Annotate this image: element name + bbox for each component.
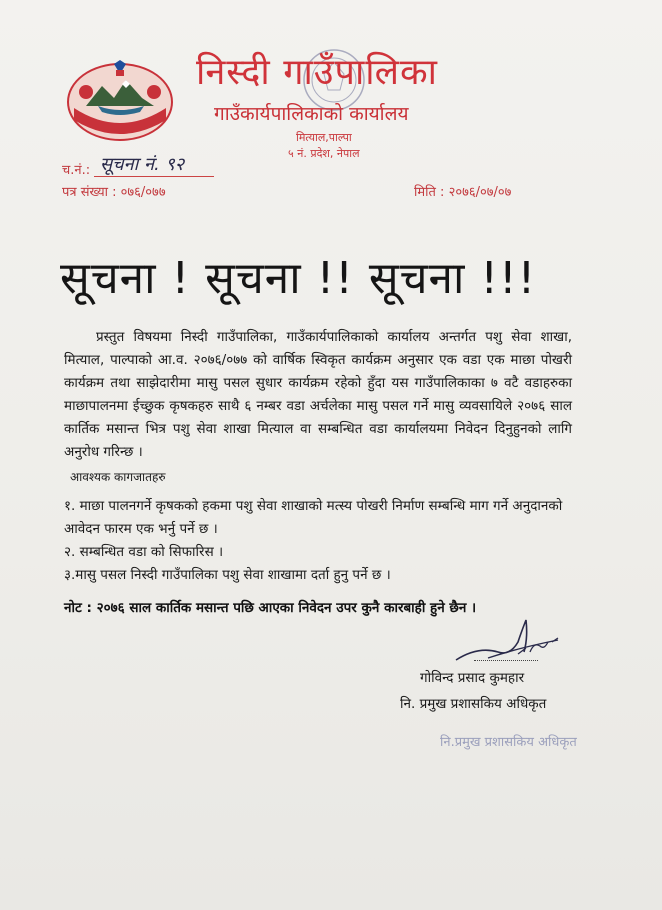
address-line-2: ५ नं. प्रदेश, नेपाल bbox=[288, 147, 360, 160]
list-item: २. सम्बन्धित वडा को सिफारिस । bbox=[64, 544, 224, 560]
letter-date: मिति : २०७६/०७/०७ bbox=[414, 185, 512, 200]
address-line-1: मित्याल,पाल्पा bbox=[296, 131, 352, 144]
list-item: ३.मासु पसल निस्दी गाउँपालिका पशु सेवा शाखामा दर्ता हुनु पर्ने छ । bbox=[64, 567, 391, 583]
reference-underline bbox=[94, 176, 214, 177]
nepal-emblem-logo bbox=[64, 58, 176, 142]
reference-handwritten: सूचना नं. ९२ bbox=[100, 154, 185, 175]
notice-title: सूचना ! सूचना !! सूचना !!! bbox=[60, 253, 537, 304]
signature-line bbox=[474, 660, 538, 661]
documents-heading: आवश्यक कागजातहरु bbox=[70, 470, 166, 484]
signatory-name: गोविन्द प्रसाद कुमहार bbox=[420, 670, 525, 686]
signatory-title: नि. प्रमुख प्रशासकिय अधिकृत bbox=[400, 696, 547, 712]
documents-list bbox=[64, 495, 584, 587]
officer-stamp: नि.प्रमुख प्रशासकिय अधिकृत bbox=[440, 735, 577, 750]
municipality-title: निस्दी गाउँपालिका bbox=[196, 52, 438, 93]
body-paragraph: प्रस्तुत विषयमा निस्दी गाउँपालिका, गाउँकार्यपालिकाको कार्यालय अन्तर्गत पशु सेवा शाखा, मित्याल, पाल्पाको आ.व. २०७६/०७७ को वार्षिक स्विकृत कार्यक्रम अनुसार एक वडा एक माछा पोखरी कार्यक्रम तथा साझेदारीमा मासु पसल सुधार कार्यक्रम रहेको हुँदा यस गाउँपालिकाका ७ वटै वडाहरुका माछापालनमा ईच्छुक कृषकहरु साथै ६ नम्बर वडा अर्चलेका मासु पसल गर्ने मासु व्यवसायिले २०७६ साल कार्तिक मसान्त भित्र पशु सेवा शाखा मित्याल वा सम्बन्धित वडा कार्यालयमा निवेदन दिनुहुनको लागि अनुरोध गरिन्छ । bbox=[64, 329, 572, 460]
office-subtitle: गाउँकार्यपालिकाको कार्यालय bbox=[214, 103, 409, 125]
patra-sankhya: पत्र संख्या : ०७६/०७७ bbox=[62, 185, 166, 200]
note-text: नोट : २०७६ साल कार्तिक मसान्त पछि आएका निवेदन उपर कुनै कारबाही हुने छैन । bbox=[64, 600, 477, 616]
reference-label: च.नं.: bbox=[62, 163, 91, 178]
list-item: १. माछा पालनगर्ने कृषकको हकमा पशु सेवा शाखाको मत्स्य पोखरी निर्माण सम्बन्धि माग गर्ने अनुदानको आवेदन फारम एक भर्नु पर्ने छ । bbox=[64, 498, 563, 537]
